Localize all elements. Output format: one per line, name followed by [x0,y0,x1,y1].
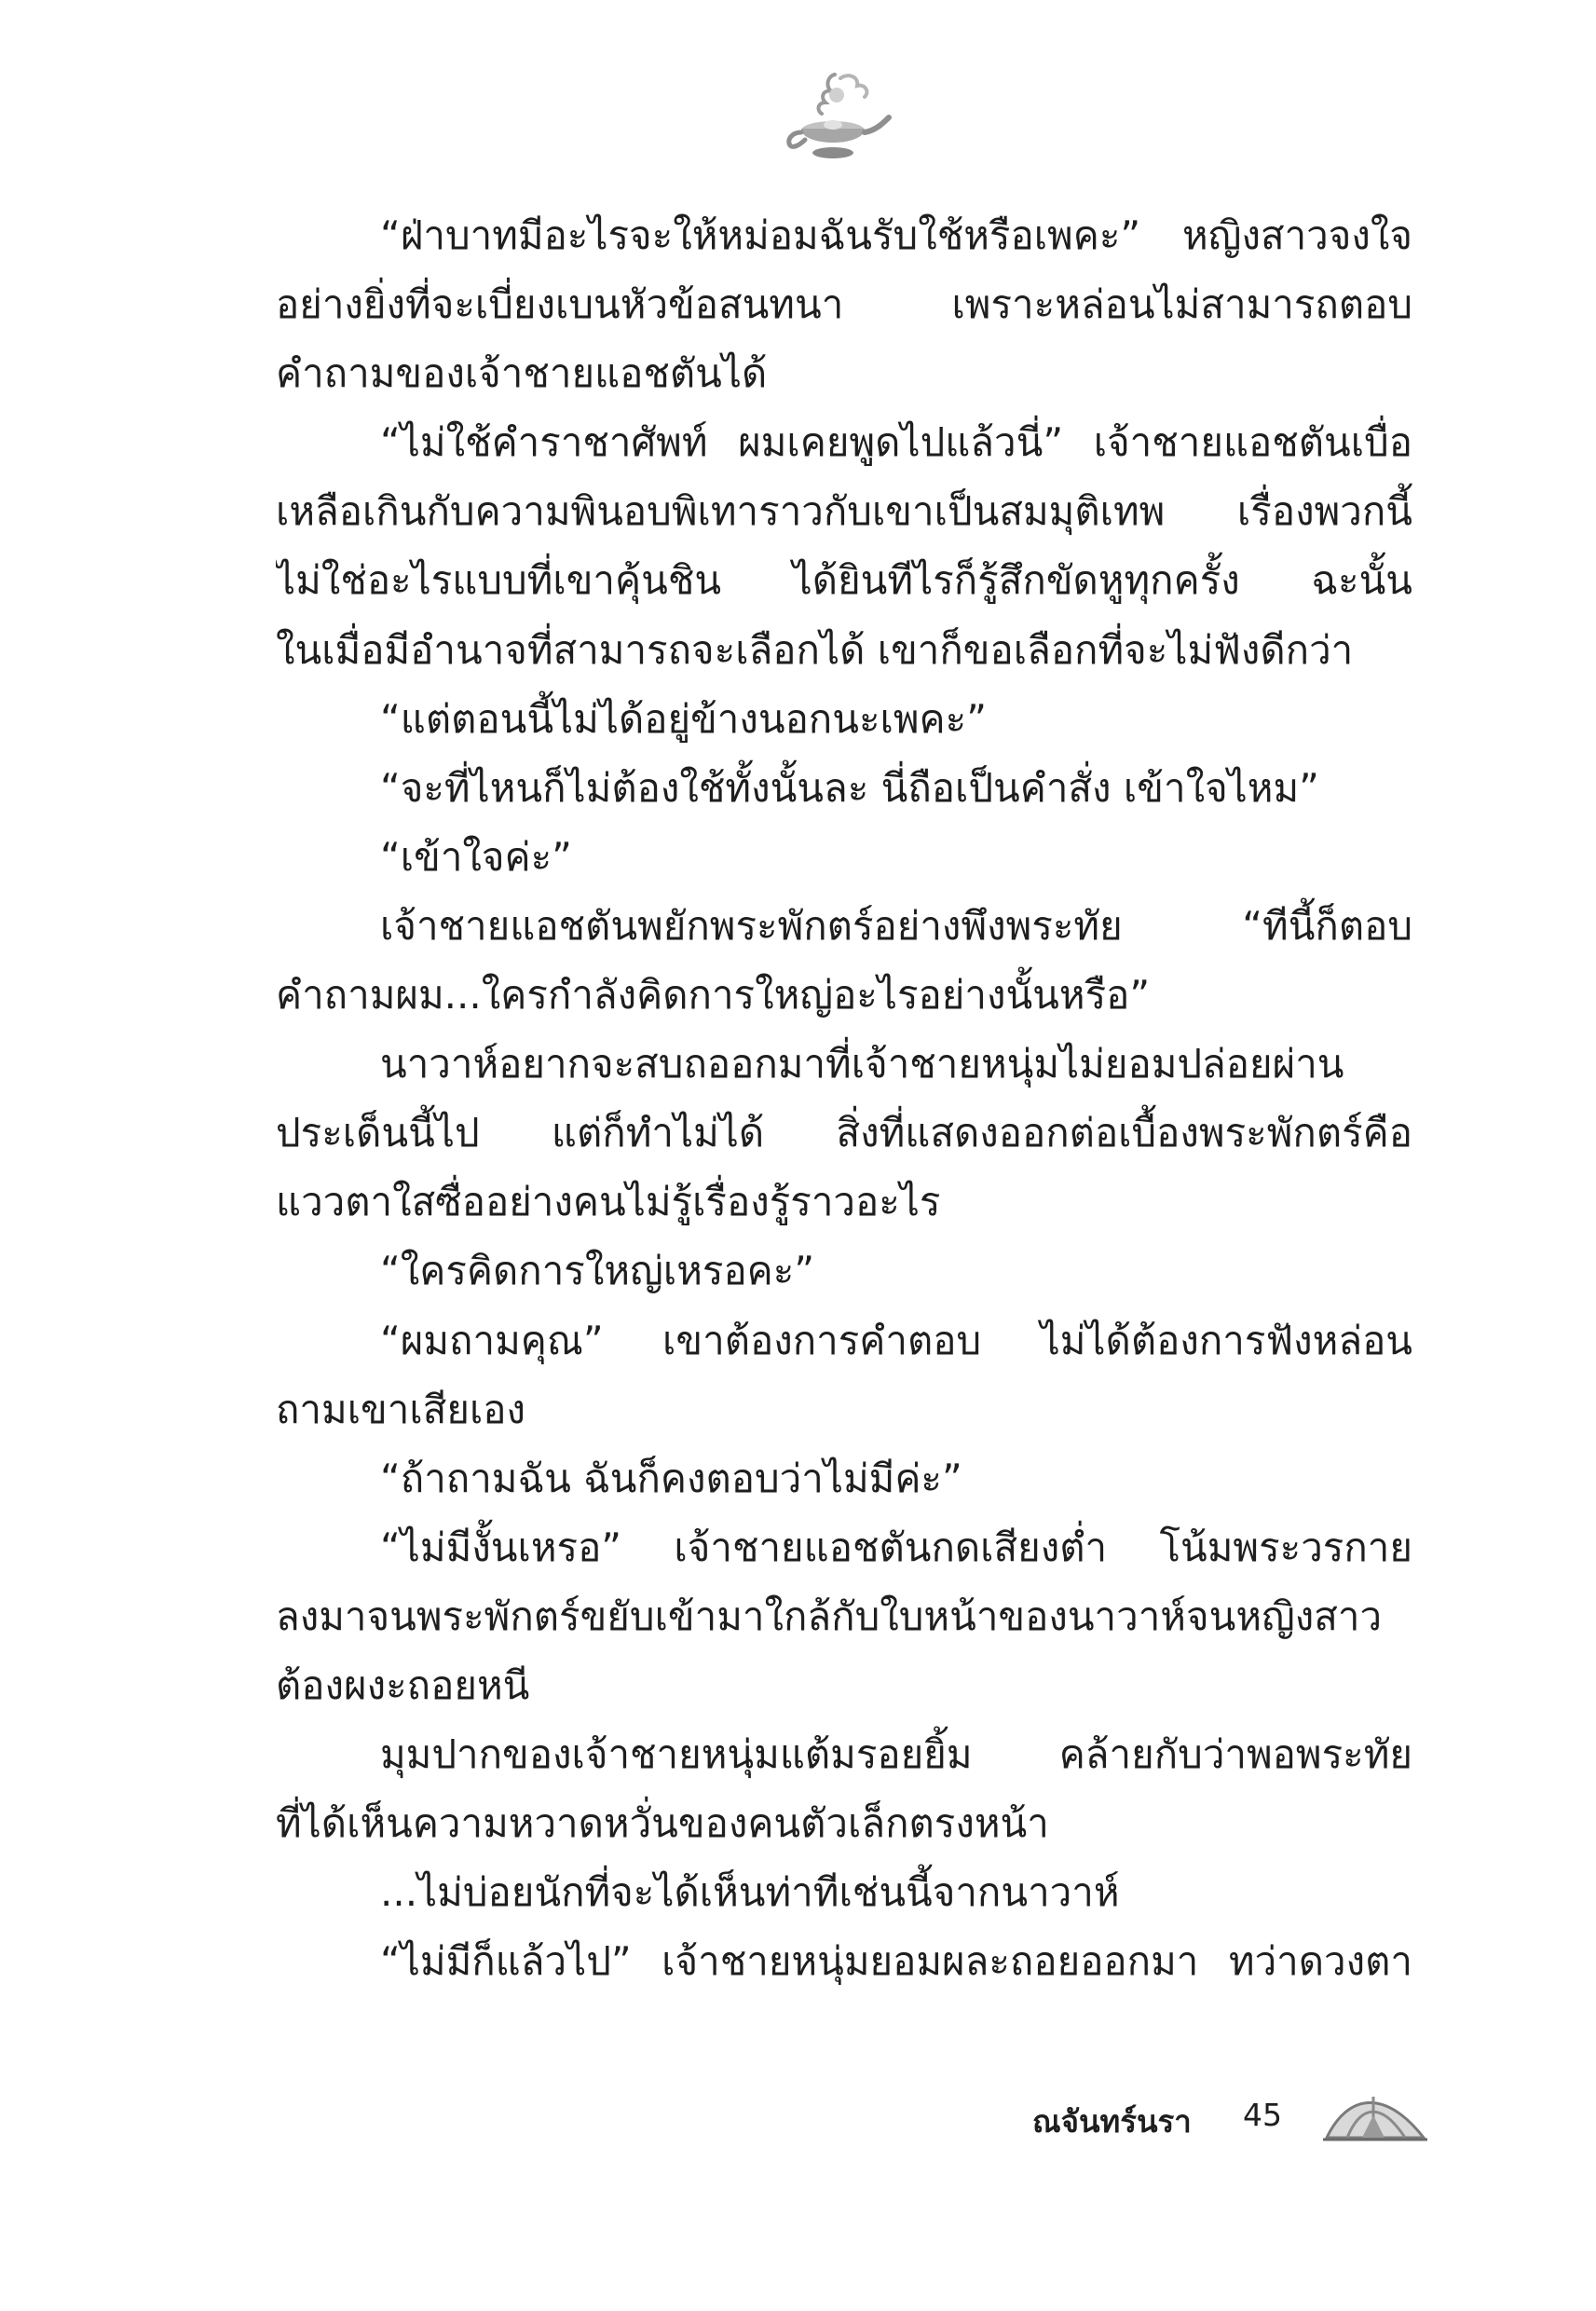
text-line: นาวาห์อยากจะสบถออกมาที่เจ้าชายหนุ่มไม่ยอมปล่อยผ่าน [380,1041,1344,1087]
tent-icon [1319,2082,1431,2147]
body-text [276,201,1412,1996]
text-line: “ผมถามคุณ” เขาต้องการคำตอบ ไม่ได้ต้องการฟังหล่อน [380,1317,1412,1363]
text-line: ลงมาจนพระพักตร์ขยับเข้ามาใกล้กับใบหน้าของนาวาห์จนหญิงสาว [276,1593,1383,1639]
text-line: “เข้าใจค่ะ” [380,833,572,880]
text-line: ...ไม่บ่อยนักที่จะได้เห็นท่าทีเช่นนี้จากนาวาห์ [380,1869,1120,1916]
page-number: 45 [1243,2097,1282,2133]
author-name: ณจันทร์นรา [1032,2103,1192,2140]
text-line: ในเมื่อมีอำนาจที่สามารถจะเลือกได้ เขาก็ขอเลือกที่จะไม่ฟังดีกว่า [276,626,1354,673]
text-line: เจ้าชายแอชตันพยักพระพักตร์อย่างพึงพระทัย “ทีนี้ก็ตอบ [380,902,1412,949]
text-line: แววตาใสซื่ออย่างคนไม่รู้เรื่องรู้ราวอะไร [276,1179,941,1225]
page-footer [0,2076,1596,2160]
text-line: ไม่ใช่อะไรแบบที่เขาคุ้นชิน ได้ยินทีไรก็รู้สึกขัดหูทุกครั้ง ฉะนั้น [276,557,1412,604]
text-line: “แต่ตอนนี้ไม่ได้อยู่ข้างนอกนะเพคะ” [380,695,987,742]
text-line: “ถ้าถามฉัน ฉันก็คงตอบว่าไม่มีค่ะ” [380,1455,962,1501]
text-line: “ไม่ใช้คำราชาศัพท์ ผมเคยพูดไปแล้วนี่” เจ้าชายแอชตันเบื่อ [380,419,1412,466]
magic-lamp-icon [779,67,894,168]
text-line: “ฝ่าบาทมีอะไรจะให้หม่อมฉันรับใช้หรือเพคะ” หญิงสาวจงใจ [380,212,1412,258]
text-line: “ใครคิดการใหญ่เหรอคะ” [380,1248,815,1294]
text-line: ถามเขาเสียเอง [276,1386,526,1432]
text-line: “ไม่มีก็แล้วไป” เจ้าชายหนุ่มยอมผละถอยออกมา ทว่าดวงตา [380,1938,1412,1985]
text-line: คำถามของเจ้าชายแอชตันได้ [276,350,768,397]
text-line: “ไม่มีงั้นเหรอ” เจ้าชายแอชตันกดเสียงต่ำ โน้มพระวรกาย [380,1524,1412,1570]
text-line: คำถามผม...ใครกำลังคิดการใหญ่อะไรอย่างนั้นหรือ” [276,972,1151,1019]
text-line: ที่ได้เห็นความหวาดหวั่นของคนตัวเล็กตรงหน้า [276,1800,1049,1847]
text-line: มุมปากของเจ้าชายหนุ่มแต้มรอยยิ้ม คล้ายกับว่าพอพระทัย [380,1731,1412,1778]
text-line: เหลือเกินกับความพินอบพิเทาราวกับเขาเป็นสมมุติเทพ เรื่องพวกนี้ [276,488,1412,535]
text-line: ประเด็นนี้ไป แต่ก็ทำไม่ได้ สิ่งที่แสดงออกต่อเบื้องพระพักตร์คือ [276,1110,1412,1156]
text-line: อย่างยิ่งที่จะเบี่ยงเบนหัวข้อสนทนา เพราะหล่อนไม่สามารถตอบ [276,281,1412,328]
text-line: “จะที่ไหนก็ไม่ต้องใช้ทั้งนั้นละ นี่ถือเป็นคำสั่ง เข้าใจไหม” [380,764,1319,811]
text-line: ต้องผงะถอยหนี [276,1661,530,1708]
